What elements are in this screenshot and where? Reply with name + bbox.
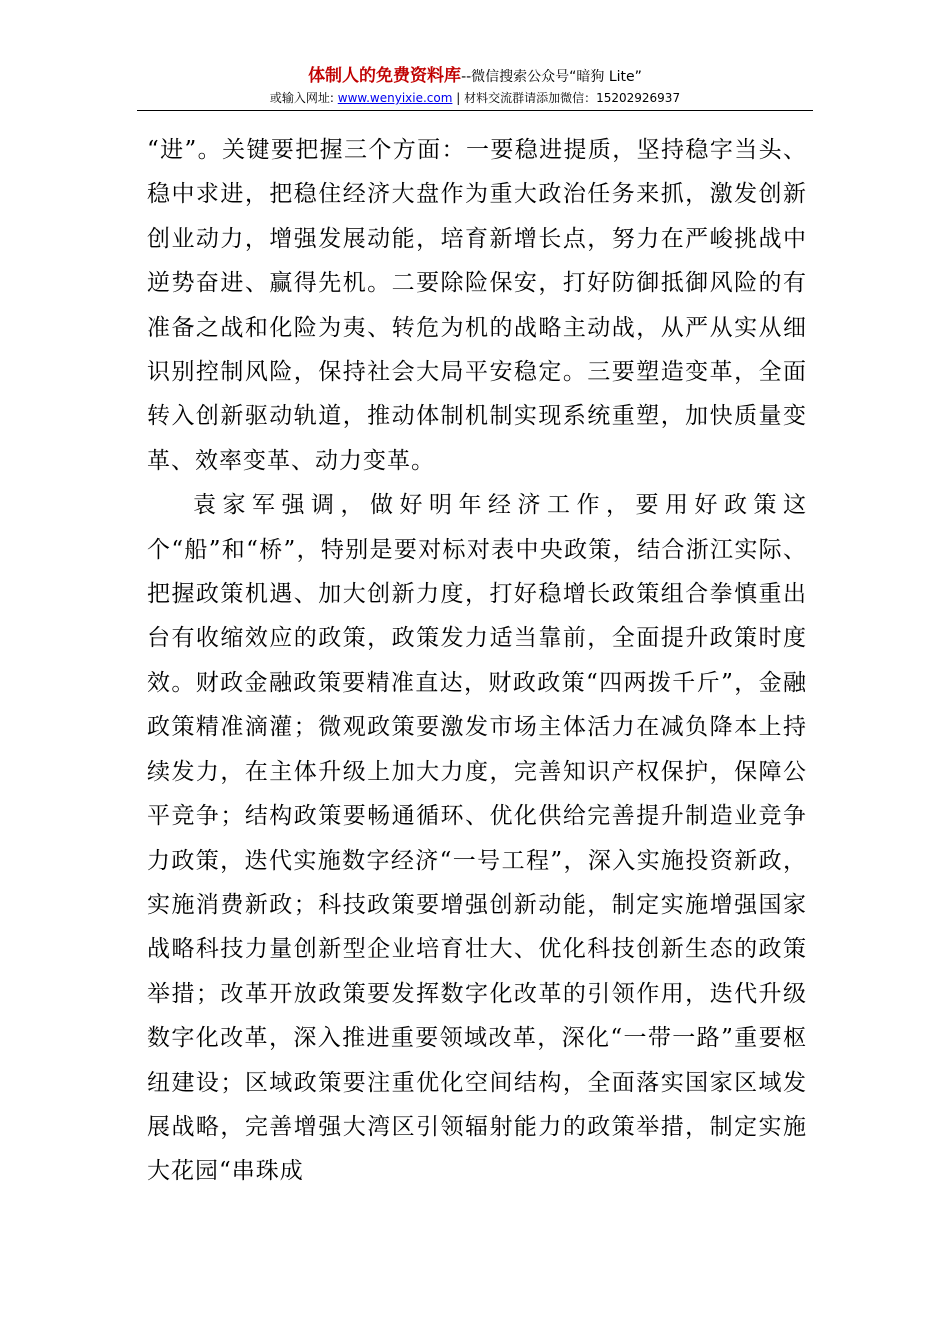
paragraph-2: 袁家军强调，做好明年经济工作，要用好政策这个“船”和“桥”，特别是要对标对表中央政策，结合浙江实际、把握政策机遇、加大创新力度，打好稳增长政策组合拳慎重出台有收缩效应的政策，政策发力适当靠前，全面提升政策时度效。财政金融政策要精准直达，财政政策“四两拨千斤”，金融政策精准滴灌；微观政策要激发市场主体活力在减负降本上持续发力，在主体升级上加大力度，完善知识产权保护，保障公平竞争；结构政策要畅通循环、优化供给完善提升制造业竞争力政策，迭代实施数字经济“一号工程”，深入实施投资新政，实施消费新政；科技政策要增强创新动能，制定实施增强国家战略科技力量创新型企业培育壮大、优化科技创新生态的政策举措；改革开放政策要发挥数字化改革的引领作用，迭代升级数字化改革，深入推进重要领域改革，深化“一带一路”重要枢纽建设；区域政策要注重优化空间结构，全面落实国家区域发展战略，完善增强大湾区引领辐射能力的政策举措，制定实施大花园“串珠成: [147, 492, 807, 1185]
contact-info: | 材料交流群请添加微信：15202926937: [452, 91, 681, 105]
header-divider: [137, 110, 813, 111]
document-body: [147, 128, 807, 1194]
header-tagline: --微信搜索公众号“暗狗 Lite”: [461, 69, 642, 85]
paragraph-1: “进”。关键要把握三个方面：一要稳进提质，坚持稳字当头、稳中求进，把稳住经济大盘作为重大政治任务来抓，激发创新创业动力，增强发展动能，培育新增长点，努力在严峻挑战中逆势奋进、赢得先机。二要除险保安，打好防御抵御风险的有准备之战和化险为夷、转危为机的战略主动战，从严从实从细识别控制风险，保持社会大局平安稳定。三要塑造变革，全面转入创新驱动轨道，推动体制机制实现系统重塑，加快质量变革、效率变革、动力变革。: [147, 137, 807, 474]
header-contact-line: [137, 90, 813, 106]
header-banner: [137, 66, 813, 87]
site-link[interactable]: www.wenyixie.com: [337, 91, 453, 105]
brand-title: 体制人的免费资料库: [308, 66, 462, 86]
site-prefix: 或输入网址:: [269, 91, 338, 105]
page-header: [137, 66, 813, 106]
